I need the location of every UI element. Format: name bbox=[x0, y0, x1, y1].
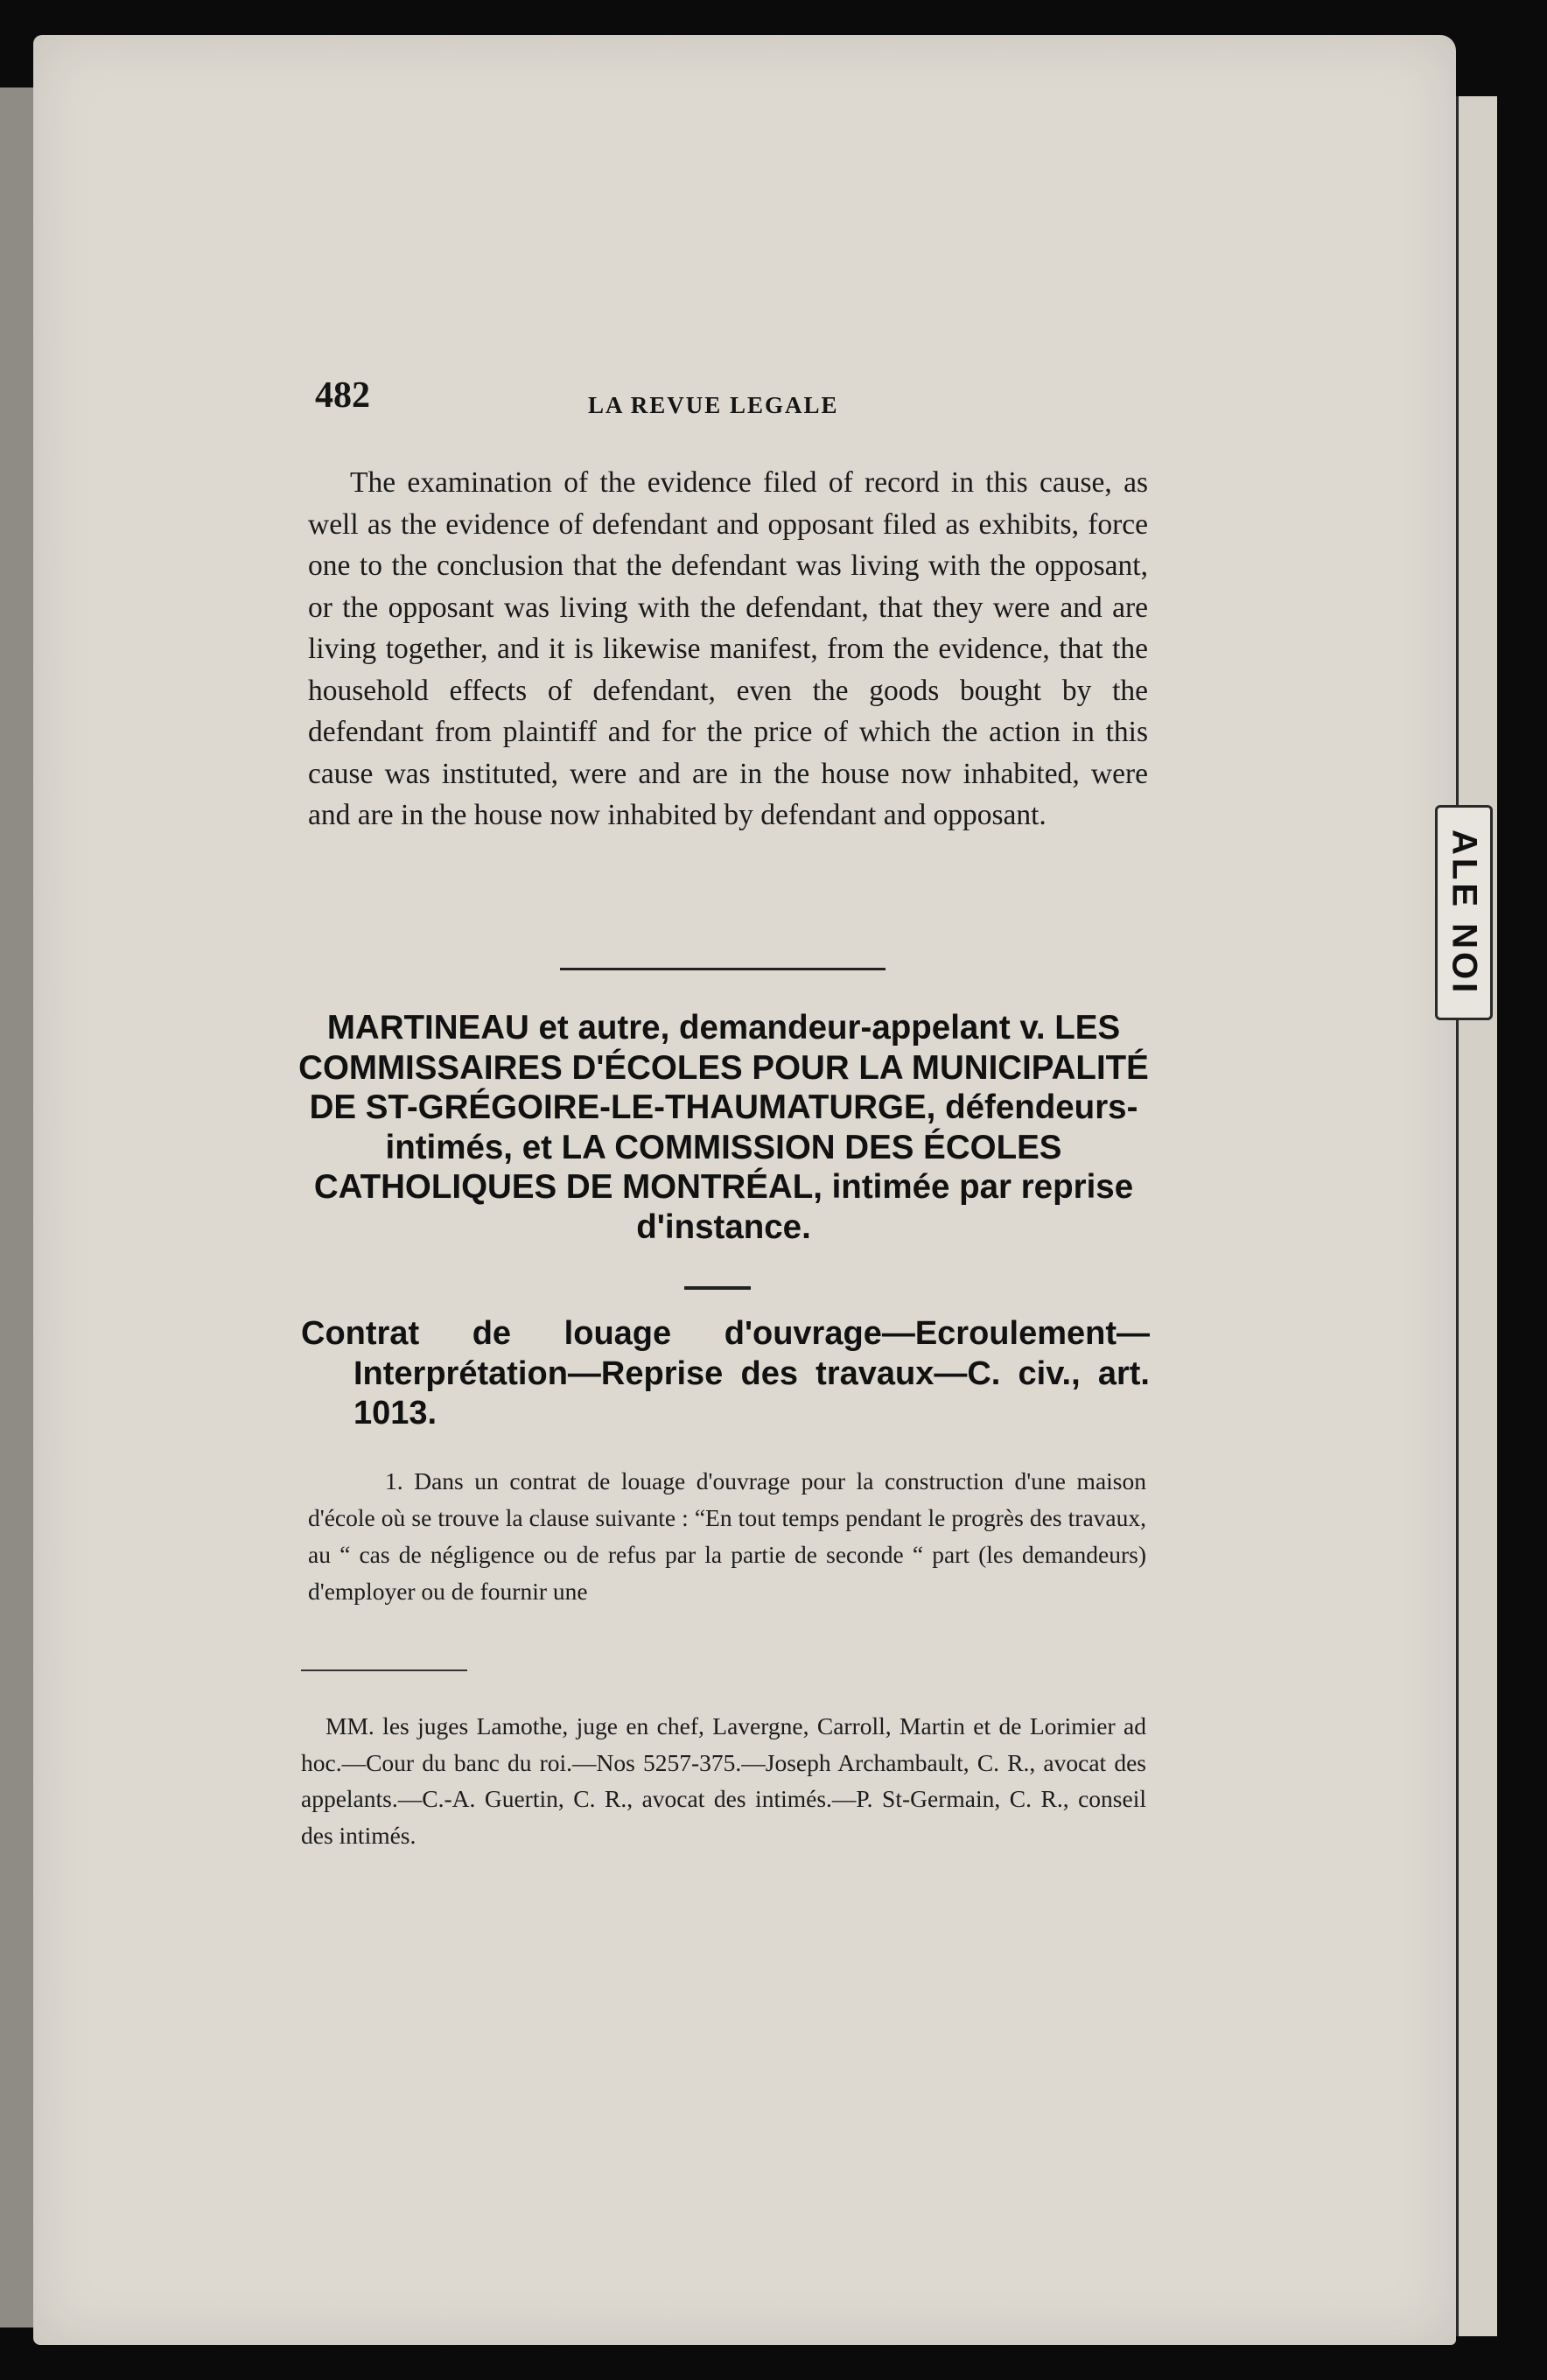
running-head: LA REVUE LEGALE bbox=[588, 392, 839, 418]
spine-label: ALE NOI bbox=[1445, 829, 1484, 997]
footnote: MM. les juges Lamothe, juge en chef, Lavergne, Carroll, Martin et de Lorimier ad hoc.—Cour du banc du roi.—Nos 5257-375.—Joseph Archambault, C. R., avocat des appelants.—C.-A. Guertin, C. R., avocat des intimés.—P. St-Germain, C. R., conseil des intimés. bbox=[301, 1712, 1146, 1849]
body-paragraph: The examination of the evidence filed of record in this cause, as well as the evidence of defendant and opposant filed as exhibits, force one to the conclusion that the defendant was living with the opposant, or the opposant was living with the defendant, that they were and are living together, and it is likewise manifest, from the evidence, that the household effects of defendant, even the goods bought by the defendant from plaintiff and for the price of which the action in this cause was instituted, were and are in the house now inhabited, were and are in the house now inhabited by defendant and opposant. bbox=[308, 466, 1148, 831]
short-divider bbox=[684, 1286, 751, 1290]
syllabus-paragraph: 1. Dans un contrat de louage d'ouvrage pour la construction d'une maison d'école où se trouve la clause suivante : “En tout temps pendant le progrès des travaux, au “ cas de négligence ou de refus par la partie de seconde “ part (les demandeurs) d'employer ou de fournir une bbox=[308, 1467, 1146, 1605]
scan-edge-left bbox=[0, 88, 33, 2328]
section-divider bbox=[560, 968, 886, 970]
case-heading: MARTINEAU et autre, demandeur-appelant v. LES COMMISSAIRES D'ÉCOLES POUR LA MUNICIPALITÉ DE ST-GRÉGOIRE-LE-THAUMATURGE, défendeurs-intimés, et LA COMMISSION DES ÉCOLES CATHOLIQUES DE MONTRÉAL, intimée par reprise d'instance. bbox=[298, 1009, 1149, 1246]
adjacent-page-edge bbox=[1456, 96, 1497, 2336]
spine-label-tab bbox=[1435, 805, 1493, 1020]
footnote-divider bbox=[301, 1670, 467, 1671]
page-number: 482 bbox=[315, 375, 370, 416]
subject-line: Contrat de louage d'ouvrage—Ecroulement—Interprétation—Reprise des travaux—C. civ., art. 1013. bbox=[301, 1315, 1150, 1432]
